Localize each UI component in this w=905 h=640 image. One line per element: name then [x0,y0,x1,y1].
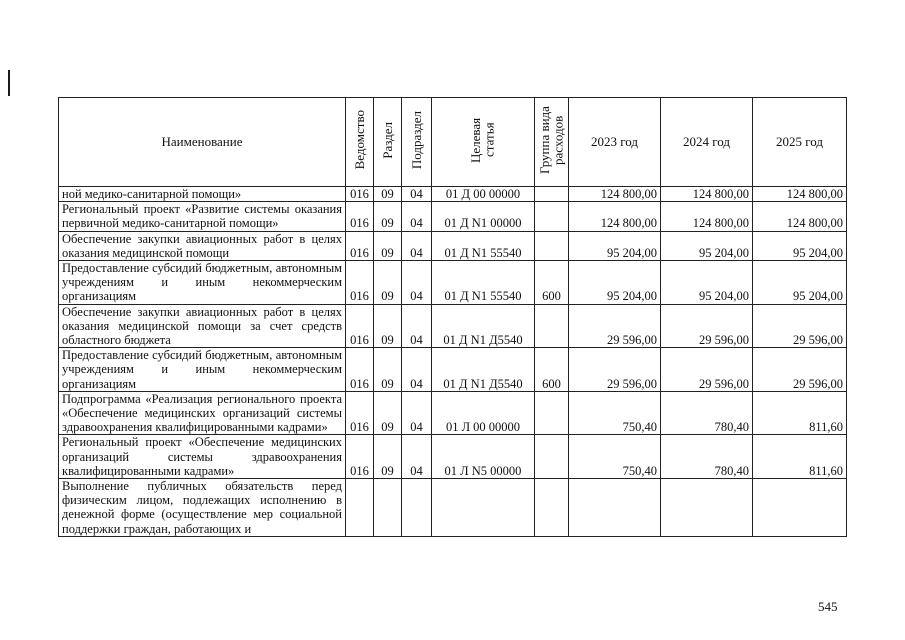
row-2024: 124 800,00 [661,187,753,202]
header-group: Группа вида расходов [535,98,569,187]
row-2025: 124 800,00 [753,187,847,202]
table-row [59,348,847,392]
row-2023: 750,40 [569,391,661,435]
row-group: 600 [535,348,569,392]
row-2023: 29 596,00 [569,304,661,348]
header-2023: 2023 год [569,98,661,187]
row-section: 09 [374,348,402,392]
row-2025: 124 800,00 [753,202,847,231]
row-dept: 016 [346,391,374,435]
row-dept: 016 [346,261,374,305]
row-subsection: 04 [402,435,432,479]
table-row [59,435,847,479]
row-group [535,479,569,537]
row-group [535,187,569,202]
row-2025: 811,60 [753,435,847,479]
row-dept: 016 [346,202,374,231]
row-name: Предоставление субсидий бюджетным, автономным учреждениям и иным некоммерческим организациям [59,261,346,305]
row-subsection: 04 [402,348,432,392]
row-section: 09 [374,231,402,260]
row-2025: 95 204,00 [753,261,847,305]
row-dept: 016 [346,304,374,348]
row-subsection: 04 [402,187,432,202]
row-2025: 29 596,00 [753,304,847,348]
row-group [535,391,569,435]
table-row [59,261,847,305]
row-2023: 29 596,00 [569,348,661,392]
row-section: 09 [374,187,402,202]
table-row [59,231,847,260]
table-row [59,304,847,348]
row-target: 01 Д N1 Д5540 [432,304,535,348]
row-2024: 29 596,00 [661,304,753,348]
header-dept: Ведомство [346,98,374,187]
row-name: Региональный проект «Развитие системы оказания первичной медико-санитарной помощи» [59,202,346,231]
row-section: 09 [374,261,402,305]
row-target: 01 Л N5 00000 [432,435,535,479]
header-subsection: Подраздел [402,98,432,187]
row-subsection: 04 [402,202,432,231]
row-2024: 95 204,00 [661,261,753,305]
row-name: Подпрограмма «Реализация регионального проекта «Обеспечение медицинских организаций системы здравоохранения квалифицированными кадрами» [59,391,346,435]
row-name: Обеспечение закупки авиационных работ в целях оказания медицинской помощи за счет средств областного бюджета [59,304,346,348]
header-2024: 2024 год [661,98,753,187]
row-group [535,231,569,260]
row-name: ной медико-санитарной помощи» [59,187,346,202]
row-2024: 95 204,00 [661,231,753,260]
row-name: Региональный проект «Обеспечение медицинских организаций системы здравоохранения квалифицированными кадрами» [59,435,346,479]
row-subsection: 04 [402,261,432,305]
row-group [535,304,569,348]
row-target: 01 Д 00 00000 [432,187,535,202]
table-row [59,479,847,537]
row-name: Выполнение публичных обязательств перед физическим лицом, подлежащих исполнению в денежной форме (осуществление мер социальной поддержки граждан, работающих и [59,479,346,537]
row-2023: 124 800,00 [569,202,661,231]
row-target: 01 Д N1 00000 [432,202,535,231]
row-section [374,479,402,537]
row-name: Предоставление субсидий бюджетным, автономным учреждениям и иным некоммерческим организациям [59,348,346,392]
row-dept: 016 [346,231,374,260]
row-target: 01 Л 00 00000 [432,391,535,435]
row-2025: 29 596,00 [753,348,847,392]
row-group [535,202,569,231]
row-name: Обеспечение закупки авиационных работ в целях оказания медицинской помощи [59,231,346,260]
row-2023: 95 204,00 [569,261,661,305]
row-subsection: 04 [402,304,432,348]
table-row [59,391,847,435]
row-target [432,479,535,537]
row-group [535,435,569,479]
header-target: Целевая статья [432,98,535,187]
row-2023: 750,40 [569,435,661,479]
row-subsection [402,479,432,537]
table-header-row [59,98,847,187]
row-2024: 29 596,00 [661,348,753,392]
row-section: 09 [374,435,402,479]
row-2023 [569,479,661,537]
row-section: 09 [374,304,402,348]
row-dept: 016 [346,435,374,479]
row-subsection: 04 [402,391,432,435]
row-dept [346,479,374,537]
row-dept: 016 [346,348,374,392]
row-2024: 780,40 [661,435,753,479]
row-2024: 780,40 [661,391,753,435]
scan-edge-mark [8,70,10,96]
row-2025 [753,479,847,537]
row-section: 09 [374,391,402,435]
page-number: 545 [818,599,838,614]
row-target: 01 Д N1 Д5540 [432,348,535,392]
table-row [59,187,847,202]
row-2025: 95 204,00 [753,231,847,260]
row-section: 09 [374,202,402,231]
header-name: Наименование [59,98,346,187]
row-dept: 016 [346,187,374,202]
row-2023: 124 800,00 [569,187,661,202]
row-2025: 811,60 [753,391,847,435]
row-target: 01 Д N1 55540 [432,231,535,260]
table-row [59,202,847,231]
header-section: Раздел [374,98,402,187]
header-2025: 2025 год [753,98,847,187]
row-subsection: 04 [402,231,432,260]
row-group: 600 [535,261,569,305]
row-target: 01 Д N1 55540 [432,261,535,305]
row-2023: 95 204,00 [569,231,661,260]
row-2024: 124 800,00 [661,202,753,231]
budget-table [58,97,847,537]
row-2024 [661,479,753,537]
